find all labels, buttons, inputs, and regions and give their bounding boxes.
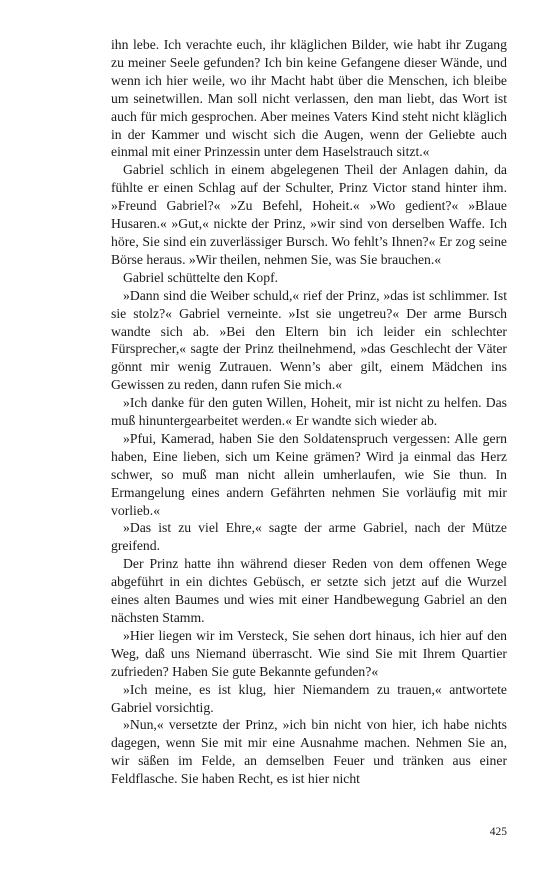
paragraph: Der Prinz hatte ihn während dieser Reden von dem offenen Wege abgeführt in ein dichtes Gebüsch, er setzte sich jetzt auf die Wurzel eines alten Baumes und wies mit einer Handbewegung Gabriel an den nächsten Stamm. bbox=[111, 556, 507, 625]
paragraph: »Dann sind die Weiber schuld,« rief der Prinz, »das ist schlimmer. Ist sie stolz?« Gabriel verneinte. »Ist sie ungetreu?« Der arme Bursch wandte sich ab. »Bei den Eltern bin ich leider ein schlechter Fürsprecher,« sagte der Prinz theilnehmend, »das Geschlecht der Väter gönnt mir wenig Zutrauen. Wenn’s aber gilt, einem Mädchen ins Gewissen zu reden, dann rufen Sie mich.« bbox=[111, 287, 507, 393]
paragraph: »Das ist zu viel Ehre,« sagte der arme Gabriel, nach der Mütze greifend. bbox=[111, 520, 507, 554]
paragraph: »Ich meine, es ist klug, hier Niemandem zu trauen,« antwortete Gabriel vorsichtig. bbox=[111, 681, 507, 715]
paragraph: Gabriel schlich in einem abgelegenen Theil der Anlagen dahin, da fühlte er einen Schlag auf der Schulter, Prinz Victor stand hinter ihm. »Freund Gabriel?« »Zu Befehl, Hoheit.« »Wo gedient?« »Blaue Husaren.« »Gut,« nickte der Prinz, »wir sind von derselben Waffe. Ich höre, Sie sind ein zuverlässiger Bursch. Wo fehlt’s Ihnen?« Er zog seine Börse heraus. »Wir theilen, nehmen Sie, was Sie brauchen.« bbox=[111, 162, 507, 267]
page-number: 425 bbox=[489, 826, 507, 838]
paragraph: Gabriel schüttelte den Kopf. bbox=[123, 269, 279, 285]
paragraph: ihn lebe. Ich verachte euch, ihr kläglichen Bilder, wie habt ihr Zugang zu meiner Seele gefunden? Ich bin keine Gefangene dieser Wände, und wenn ich hier weile, wo ihr Macht habt über die Menschen, ich bleibe um seinetwillen. Man soll nicht verlassen, den man liebt, das Wort ist auch für mich gesprochen. Aber meines Vaters Kind steht nicht kläglich in der Kammer und wischt sich die Augen, wenn der Geliebte auch einmal mit einer Prinzessin unter dem Haselstrauch sitzt.« bbox=[111, 37, 507, 160]
paragraph: »Hier liegen wir im Versteck, Sie sehen dort hinaus, ich hier auf den Weg, daß uns Niemand überrascht. Wie sind Sie mit Ihrem Quartier zufrieden? Haben Sie gute Bekannte gefunden?« bbox=[111, 627, 507, 679]
paragraph: »Nun,« versetzte der Prinz, »ich bin nicht von hier, ich habe nichts dagegen, wenn Sie mit mir eine Ausnahme machen. Nehmen Sie an, wir säßen im Felde, an demselben Feuer und tränken aus einer Feldflasche. Sie haben Recht, es ist hier nicht bbox=[111, 717, 507, 787]
body-text bbox=[111, 36, 507, 788]
paragraph: »Ich danke für den guten Willen, Hoheit, mir ist nicht zu helfen. Das muß hinuntergearbeitet werden.« Er wandte sich wieder ab. bbox=[111, 395, 507, 429]
paragraph: »Pfui, Kamerad, haben Sie den Soldatenspruch vergessen: Alle gern haben, Eine lieben, sich um Keine grämen? Wird ja einmal das Herz schwer, so muß man nicht allein umherlaufen, wie Sie thun. In Ermangelung eines andern Gefährten nehmen Sie vorläufig mit mir vorlieb.« bbox=[111, 430, 507, 518]
